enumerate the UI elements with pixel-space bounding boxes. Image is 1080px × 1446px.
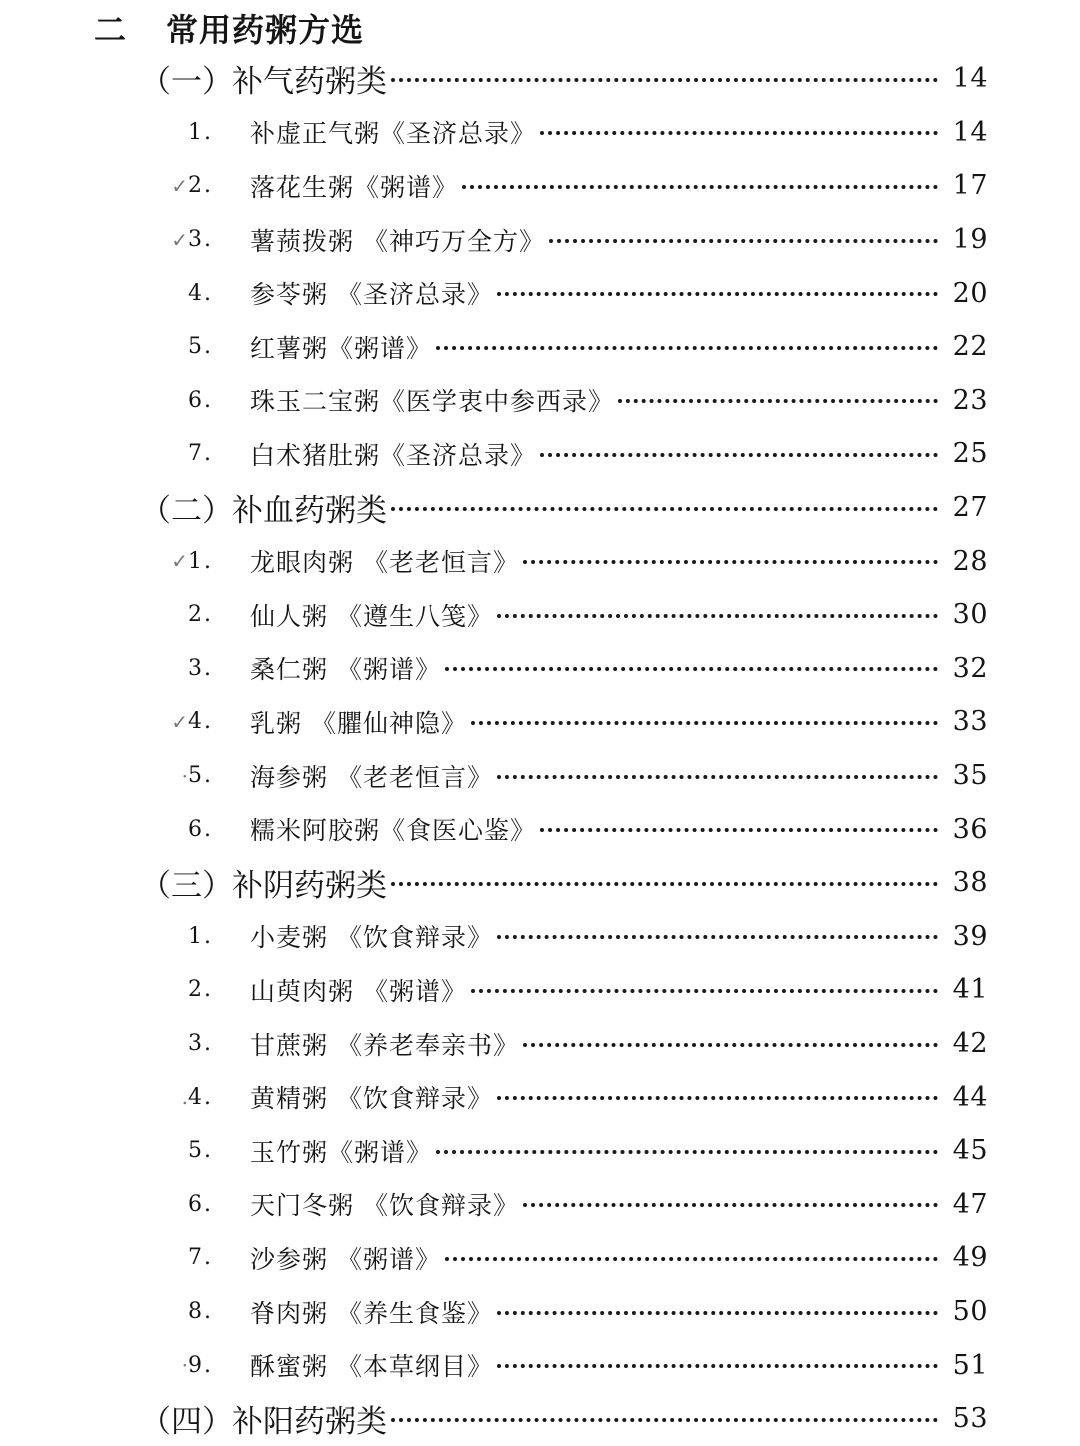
section-title: 补血药粥类 [232, 493, 387, 530]
entry-number: 7. [188, 1245, 213, 1271]
dot-leader [549, 219, 938, 243]
page-number: 27 [952, 492, 988, 524]
entry-title: 甘蔗粥 《养老奉亲书》 [250, 1030, 519, 1060]
toc-entry-row [0, 963, 1080, 1017]
toc-entry-row [0, 1124, 1080, 1178]
dot-leader [540, 433, 938, 457]
dot-leader [436, 1130, 938, 1154]
dot-leader [497, 1076, 938, 1100]
entry-title: 玉竹粥《粥谱》 [250, 1137, 433, 1167]
entry-title: 天门冬粥 《饮食辩录》 [250, 1191, 519, 1221]
toc-entry-row [0, 749, 1080, 803]
dot-leader [523, 1183, 938, 1207]
dot-leader [391, 862, 938, 886]
entry-number: 4. [188, 709, 213, 735]
entry-title: 糯米阿胶粥《食医心鉴》 [250, 816, 537, 846]
entry-number: 4. [188, 280, 213, 306]
page-number: 22 [952, 331, 988, 363]
section-title: 补阴药粥类 [232, 868, 387, 905]
toc-entry-row [0, 1070, 1080, 1124]
margin-mark: ✓ [171, 227, 188, 252]
entry-title: 珠玉二宝粥《医学衷中参西录》 [250, 387, 615, 417]
page-number: 14 [952, 63, 988, 95]
entry-title: 脊肉粥 《养生食鉴》 [250, 1298, 493, 1328]
toc-entry-row [0, 1285, 1080, 1339]
dot-leader [391, 58, 938, 82]
dot-leader [540, 808, 938, 832]
entry-number: 4. [188, 1084, 213, 1110]
entry-number: 1. [188, 548, 213, 574]
section-title: 补阳药粥类 [232, 1404, 387, 1441]
entry-number: 6. [188, 387, 213, 413]
entry-number: 6. [188, 1191, 213, 1217]
dot-leader [497, 755, 938, 779]
toc-entry-row [0, 910, 1080, 964]
chapter-number: 二 [94, 11, 128, 49]
toc-entry-row [0, 374, 1080, 428]
dot-leader [523, 1023, 938, 1047]
page-number: 50 [952, 1296, 988, 1328]
page-number: 17 [952, 170, 988, 202]
toc-entry-row [0, 320, 1080, 374]
entry-title: 参苓粥 《圣济总录》 [250, 280, 493, 310]
page-number: 25 [952, 438, 988, 470]
page-number: 14 [952, 116, 988, 148]
entry-number: 9. [188, 1352, 213, 1378]
entry-number: 6. [188, 816, 213, 842]
toc-entry-row [0, 1338, 1080, 1392]
dot-leader [540, 111, 938, 135]
entry-number: 1. [188, 923, 213, 949]
page-number: 42 [952, 1028, 988, 1060]
section-label: （三） [140, 868, 233, 905]
entry-title: 白术猪肚粥《圣济总录》 [250, 440, 537, 470]
entry-number: 3. [188, 1031, 213, 1057]
entry-title: 红薯粥《粥谱》 [250, 333, 433, 363]
margin-mark: · [181, 1353, 188, 1378]
toc-entry-row [0, 1231, 1080, 1285]
dot-leader [497, 915, 938, 939]
toc-entry-row [0, 159, 1080, 213]
dot-leader [436, 326, 938, 350]
page-number: 45 [952, 1135, 988, 1167]
entry-title: 山萸肉粥 《粥谱》 [250, 976, 467, 1006]
dot-leader [497, 272, 938, 296]
entry-title: 海参粥 《老老恒言》 [250, 762, 493, 792]
entry-number: 8. [188, 1299, 213, 1325]
entry-number: 3. [188, 655, 213, 681]
dot-leader [497, 1344, 938, 1368]
toc-entry-row [0, 106, 1080, 160]
page-number: 53 [952, 1403, 988, 1435]
dot-leader [471, 969, 938, 993]
toc-entry-row [0, 642, 1080, 696]
page-number: 51 [952, 1349, 988, 1381]
page-number: 19 [952, 224, 988, 256]
margin-mark: ✓ [171, 549, 188, 574]
entry-number: 2. [188, 602, 213, 628]
toc-section-row [0, 52, 1080, 106]
entry-title: 沙参粥 《粥谱》 [250, 1244, 441, 1274]
toc-entry-row [0, 695, 1080, 749]
entry-title: 桑仁粥 《粥谱》 [250, 655, 441, 685]
dot-leader [618, 379, 938, 403]
entry-number: 2. [188, 977, 213, 1003]
dot-leader [471, 701, 938, 725]
entry-title: 薯蓣拨粥 《神巧万全方》 [250, 226, 545, 256]
entry-number: 3. [188, 227, 213, 253]
page-number: 28 [952, 545, 988, 577]
dot-leader [497, 1291, 938, 1315]
margin-mark: . [181, 1085, 188, 1110]
dot-leader [445, 647, 938, 671]
toc-entry-row [0, 266, 1080, 320]
page-number: 23 [952, 384, 988, 416]
chapter-heading [94, 4, 364, 52]
toc-entry-row [0, 588, 1080, 642]
entry-title: 落花生粥《粥谱》 [250, 172, 459, 202]
entry-title: 补虚正气粥《圣济总录》 [250, 119, 537, 149]
page-number: 41 [952, 974, 988, 1006]
entry-title: 乳粥 《臞仙神隐》 [250, 708, 467, 738]
toc-section-row [0, 481, 1080, 535]
toc-entry-row [0, 1178, 1080, 1232]
dot-leader [391, 487, 938, 511]
toc-section-row [0, 856, 1080, 910]
dot-leader [497, 594, 938, 618]
entry-number: 2. [188, 173, 213, 199]
page-number: 30 [952, 599, 988, 631]
entry-title: 黄精粥 《饮食辩录》 [250, 1084, 493, 1114]
toc-entry-row [0, 802, 1080, 856]
chapter-title: 常用药粥方选 [166, 11, 365, 49]
dot-leader [462, 165, 938, 189]
section-label: （二） [140, 493, 233, 530]
toc-entry-row [0, 1017, 1080, 1071]
section-label: （四） [140, 1404, 233, 1441]
page-number: 38 [952, 867, 988, 899]
page-number: 33 [952, 706, 988, 738]
margin-mark: · [181, 763, 188, 788]
entry-title: 酥蜜粥 《本草纲目》 [250, 1352, 493, 1382]
toc-entry-row [0, 427, 1080, 481]
page-number: 39 [952, 920, 988, 952]
entry-number: 5. [188, 763, 213, 789]
entry-title: 龙眼肉粥 《老老恒言》 [250, 548, 519, 578]
margin-mark: ✓ [171, 709, 188, 734]
entry-number: 7. [188, 441, 213, 467]
toc-section-row [0, 1392, 1080, 1446]
entry-title: 仙人粥 《遵生八笺》 [250, 601, 493, 631]
page-number: 47 [952, 1188, 988, 1220]
page-number: 44 [952, 1081, 988, 1113]
toc-entry-row [0, 213, 1080, 267]
dot-leader [445, 1237, 938, 1261]
entry-title: 小麦粥 《饮食辩录》 [250, 923, 493, 953]
page-number: 32 [952, 652, 988, 684]
page-number: 20 [952, 277, 988, 309]
page-number: 35 [952, 760, 988, 792]
toc-entry-row [0, 534, 1080, 588]
page-number: 49 [952, 1242, 988, 1274]
page-number: 36 [952, 813, 988, 845]
section-title: 补气药粥类 [232, 64, 387, 101]
section-label: （一） [140, 64, 233, 101]
dot-leader [391, 1398, 938, 1422]
entry-number: 5. [188, 1138, 213, 1164]
dot-leader [523, 540, 938, 564]
entry-number: 1. [188, 119, 213, 145]
entry-number: 5. [188, 334, 213, 360]
margin-mark: ✓ [171, 173, 188, 198]
